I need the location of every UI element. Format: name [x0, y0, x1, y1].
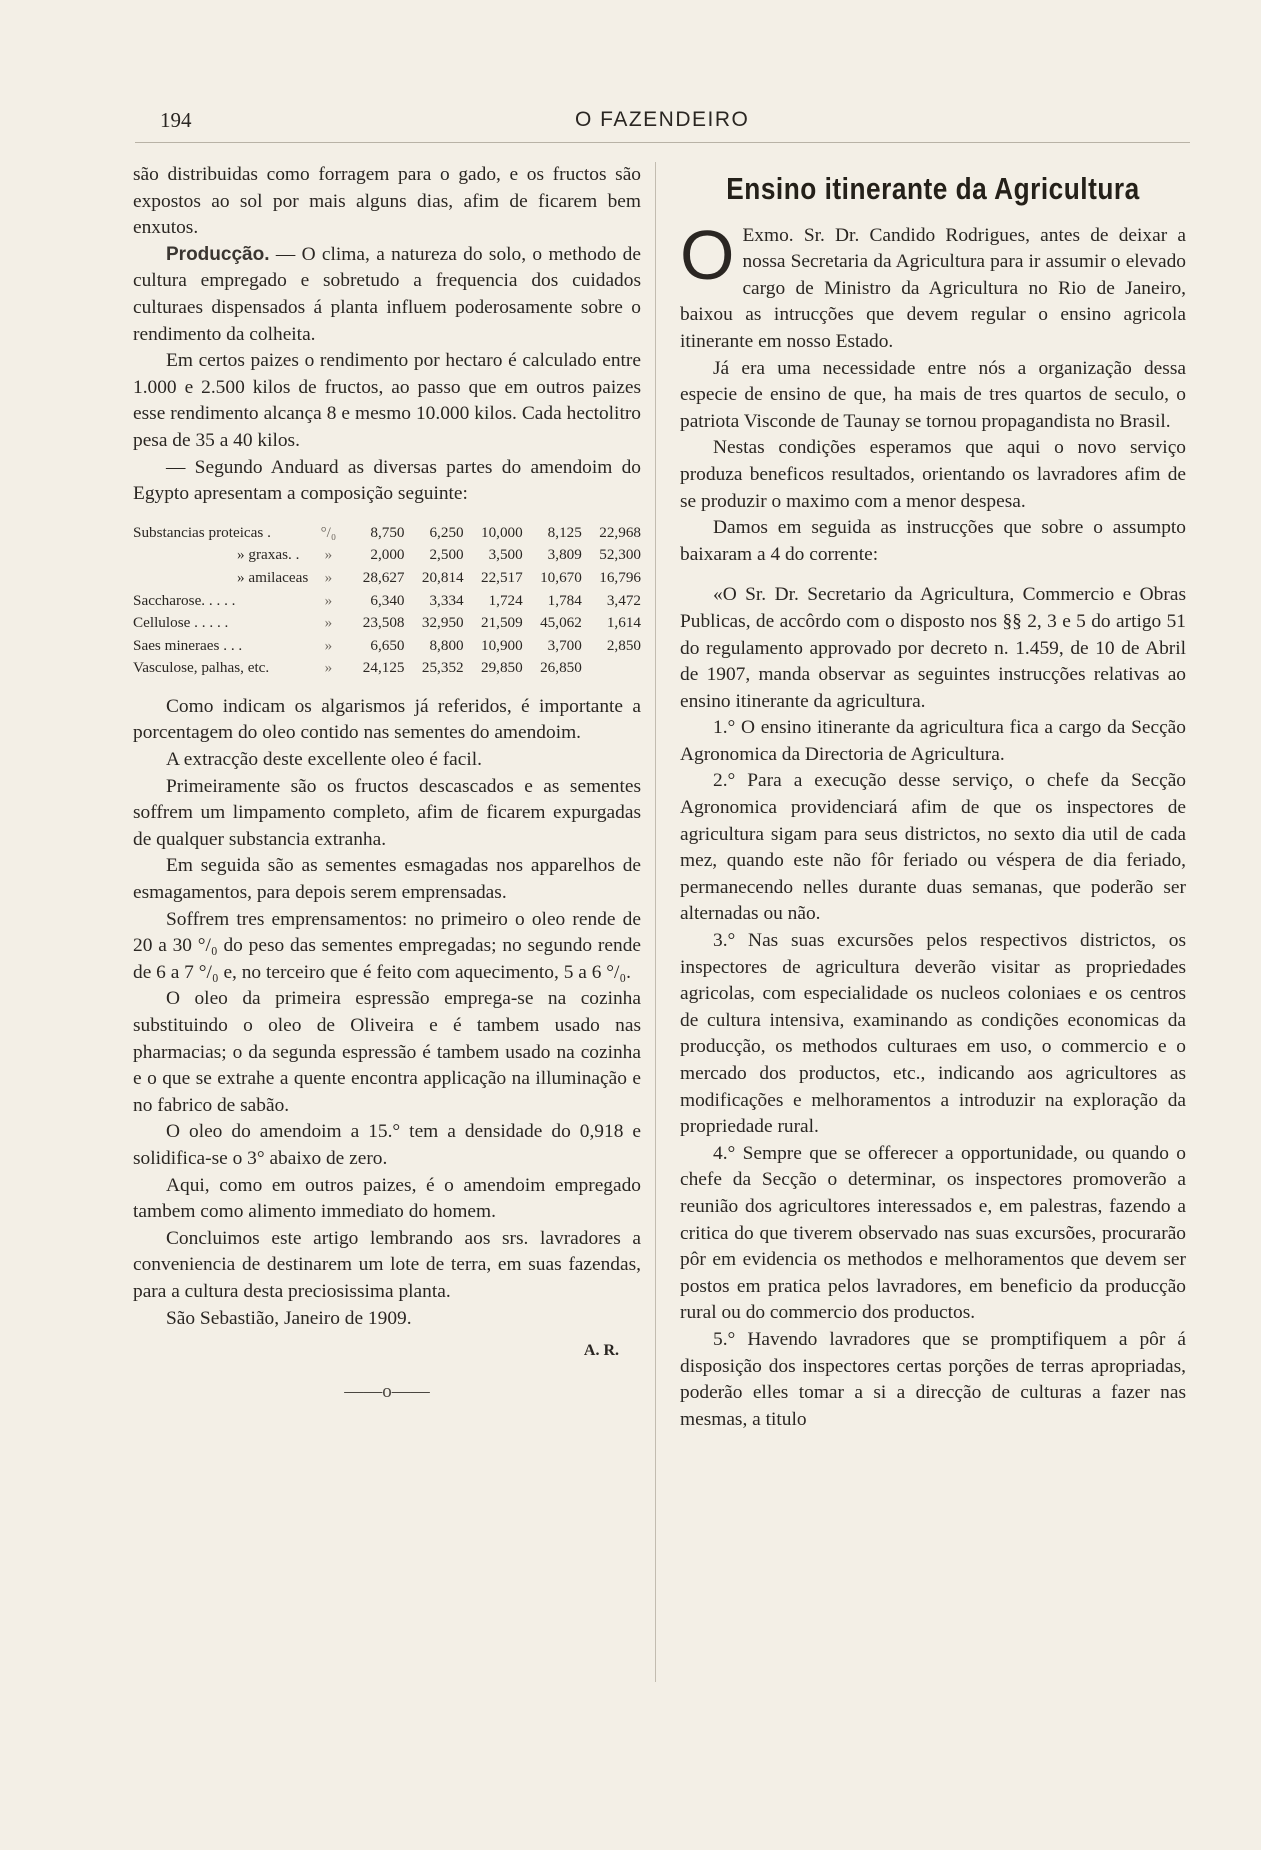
paragraph-extraccao: A extracção deste excellente oleo é facil.	[166, 749, 482, 771]
table-cell: 10,900	[480, 636, 523, 654]
table-cell: 32,950	[421, 614, 464, 632]
table-cell: 2,500	[429, 546, 464, 564]
producao-text: — O clima, a natureza do solo, o methodo de cultura empregado e sobretudo a frequencia dos cuidados culturaes dispensados á planta influem poderosamente sobre o rendimento da colheita.	[133, 243, 641, 345]
table-row	[133, 612, 641, 635]
journal-title: O FAZENDEIRO	[575, 108, 750, 131]
table-row	[133, 635, 641, 658]
row-label: Cellulose . . . . .	[133, 614, 229, 632]
table-cell: 8,125	[547, 523, 582, 541]
paragraph-oleo-primeira: O oleo da primeira espressão emprega-se na cozinha substituindo o oleo de Oliveira e é tambem usado nas pharmacias; o da segunda espressão é tambem usado na cozinha e o que se extrahe a quente encontra applicação na illuminação e no fabrico de sabão.	[133, 988, 641, 1116]
paragraph-anduard: — Segundo Anduard as diversas partes do amendoim do Egypto apresentam a composição seguinte:	[133, 456, 641, 505]
instruction-item-3: 3.° Nas suas excursões pelos respectivos districtos, os inspectores de agricultura deverão visitar as propriedades agricolas, com especialidade os nucleos coloniaes e os centros de cultura intensiva, examinando as condições economicas da producção, os methodos culturaes em uso, o commercio e o mercado dos productos, etc., indicando aos agricultores as modificações e melhoramentos a introduzir na exploração da propriedade rural.	[680, 930, 1186, 1138]
instruction-item-5: 5.° Havendo lavradores que se promptifiquem a pôr á disposição dos inspectores certas porções de terras apropriadas, poderão elles tomar a si a direcção de culturas a fazer nas mesmas, a titulo	[680, 1328, 1186, 1430]
table-cell: 22,968	[599, 523, 641, 541]
table-cell: 29,850	[480, 659, 523, 677]
paragraph-date: São Sebastião, Janeiro de 1909.	[166, 1307, 412, 1329]
table-cell: 2,850	[606, 636, 641, 654]
table-cell: 52,300	[599, 546, 641, 564]
paragraph-necessidade: Já era uma necessidade entre nós a organização dessa especie de ensino de que, ha mais de tres quartos de seculo, o patriota Visconde de Taunay se tornou propagandista no Brasil.	[680, 357, 1186, 432]
producao-heading: Producção.	[166, 243, 270, 265]
table-cell: 22,517	[480, 568, 523, 586]
table-cell: 8,750	[370, 523, 405, 541]
table-cell: 20,814	[421, 568, 464, 586]
row-label: » graxas. .	[237, 546, 300, 564]
paragraph-condicoes: Nestas condições esperamos que aqui o novo serviço produza beneficos resultados, orientando os lavradores afim de se produzir o maximo com a menor despesa.	[680, 437, 1186, 512]
paragraph-concluimos: Concluimos este artigo lembrando aos srs. lavradores a conveniencia de destinarem um lote de terra, em suas fazendas, para a cultura desta preciosissima planta.	[133, 1227, 641, 1302]
table-cell: 1,784	[547, 591, 582, 609]
paragraph-intro: são distribuidas como forragem para o gado, e os fructos são expostos ao sol por mais alguns dias, afim de ficarem bem enxutos.	[133, 164, 641, 239]
paragraph-soffrem: Soffrem tres emprensamentos: no primeiro o oleo rende de 20 a 30 °/₀ do peso das sementes empregadas; no segundo rende de 6 a 7 °/₀ e, no terceiro que é feito com aquecimento, 5 a 6 °/₀.	[133, 908, 641, 983]
article-title: Ensino itinerante da Agricultura	[726, 172, 1140, 206]
exmo-text: Exmo. Sr. Dr. Candido Rodrigues, antes de deixar a nossa Secretaria da Agricultura para ir assumir o elevado cargo de Ministro da Agricultura no Rio de Janeiro, baixou as intrucções que devem regular o ensino agricola itinerante em nosso Estado.	[680, 224, 1186, 352]
table-cell: 2,000	[370, 546, 405, 564]
paragraph-algarismos: Como indicam os algarismos já referidos, é importante a porcentagem do oleo contido nas sementes do amendoim.	[133, 695, 641, 744]
table-cell: 10,670	[540, 568, 582, 586]
table-cell	[582, 657, 641, 680]
table-cell: 8,800	[429, 636, 464, 654]
table-row	[133, 567, 641, 590]
section-ornament: ——o——	[344, 1380, 430, 1402]
table-cell: 45,062	[540, 614, 582, 632]
row-unit: »	[324, 568, 333, 586]
table-cell: 26,850	[540, 659, 582, 677]
paragraph-aqui: Aqui, como em outros paizes, é o amendoim empregado tambem como alimento immediato do homem.	[133, 1174, 641, 1223]
paragraph-primeiramente: Primeiramente são os fructos descascados e as sementes soffrem um limpamento completo, afim de ficarem expurgadas de qualquer substancia extranha.	[133, 775, 641, 850]
table-cell: 6,340	[370, 591, 405, 609]
paragraph-damos: Damos em seguida as instrucções que sobre o assumpto baixaram a 4 do corrente:	[680, 517, 1186, 565]
paragraph-seguida: Em seguida são as sementes esmagadas nos apparelhos de esmagamentos, para depois serem emprensadas.	[133, 855, 641, 904]
row-unit: °/₀	[320, 523, 337, 541]
author-signature: A. R.	[583, 1342, 619, 1360]
row-label: Saes mineraes . . .	[133, 636, 243, 654]
header-rule	[135, 142, 1190, 143]
instruction-item-1: 1.° O ensino itinerante da agricultura fica a cargo da Secção Agronomica da Directoria de Agricultura.	[680, 717, 1186, 765]
table-cell: 24,125	[362, 659, 405, 677]
paragraph-exmo	[680, 215, 1186, 356]
table-cell: 6,250	[429, 523, 464, 541]
page-number: 194	[160, 108, 192, 132]
row-unit: »	[324, 546, 333, 564]
running-head	[160, 108, 1190, 140]
paragraph-decreto: «O Sr. Dr. Secretario da Agricultura, Commercio e Obras Publicas, de accôrdo com o disposto nos §§ 2, 3 e 5 do artigo 51 do regulamento approvado por decreto n. 1.459, de 10 de Abril de 1907, manda observar as seguintes instrucções relativas ao ensino itinerante da agricultura.	[680, 584, 1186, 712]
row-unit: »	[324, 591, 333, 609]
instruction-item-4: 4.° Sempre que se offerecer a opportunidade, ou quando o chefe da Secção o determinar, os inspectores promoverão a reunião dos agricultores interessados e, em palestras, fazendo a critica do que tiverem observado nas suas excursões, procurarão pôr em evidencia os methodos e melhoramentos que devem ser postos em pratica pelos lavradores, em beneficio da producção rural ou do commercio dos productos.	[680, 1142, 1186, 1324]
row-unit: »	[324, 659, 333, 677]
table-row	[133, 544, 641, 567]
row-unit: »	[324, 636, 333, 654]
right-column	[680, 162, 1186, 1433]
table-cell: 1,724	[488, 591, 523, 609]
table-cell: 3,472	[606, 591, 641, 609]
paragraph-rendimento: Em certos paizes o rendimento por hectaro é calculado entre 1.000 e 2.500 kilos de fructos, ao passo que em outros paizes esse rendimento alcança 8 e mesmo 10.000 kilos. Cada hectolitro pesa de 35 a 40 kilos.	[133, 350, 641, 451]
row-label: Saccharose. . . . .	[133, 591, 236, 609]
table-cell: 16,796	[599, 568, 641, 586]
instruction-item-2: 2.° Para a execução desse serviço, o chefe da Secção Agronomica providenciará afim de que os inspectores de agricultura sigam para seus districtos, no sexto dia util de cada mez, quando este não fôr feriado ou véspera de dia feriado, permanecendo nelles durante duas semanas, que poderão ser alternadas ou não.	[680, 770, 1186, 925]
table-cell: 3,334	[429, 591, 464, 609]
table-cell: 3,809	[547, 546, 582, 564]
left-column	[133, 162, 641, 1405]
paragraph-densidade: O oleo do amendoim a 15.° tem a densidade do 0,918 e solidifica-se o 3° abaixo de zero.	[133, 1121, 641, 1169]
row-label: Substancias proteicas .	[133, 523, 271, 541]
paragraph-producao	[133, 242, 641, 348]
table-row	[133, 657, 641, 680]
table-cell: 28,627	[362, 568, 405, 586]
table-row	[133, 522, 641, 545]
table-row	[133, 590, 641, 613]
row-label: » amilaceas	[237, 568, 309, 586]
drop-cap: O	[680, 215, 735, 294]
table-cell: 6,650	[370, 636, 405, 654]
table-cell: 10,000	[480, 523, 523, 541]
table-cell: 3,700	[547, 636, 582, 654]
table-cell: 23,508	[362, 614, 405, 632]
composition-table	[133, 522, 641, 680]
table-cell: 25,352	[421, 659, 464, 677]
column-divider	[655, 162, 656, 1682]
row-unit: »	[324, 614, 333, 632]
table-cell: 21,509	[480, 614, 523, 632]
row-label: Vasculose, palhas, etc.	[133, 659, 270, 677]
table-cell: 1,614	[606, 614, 641, 632]
table-cell: 3,500	[488, 546, 523, 564]
